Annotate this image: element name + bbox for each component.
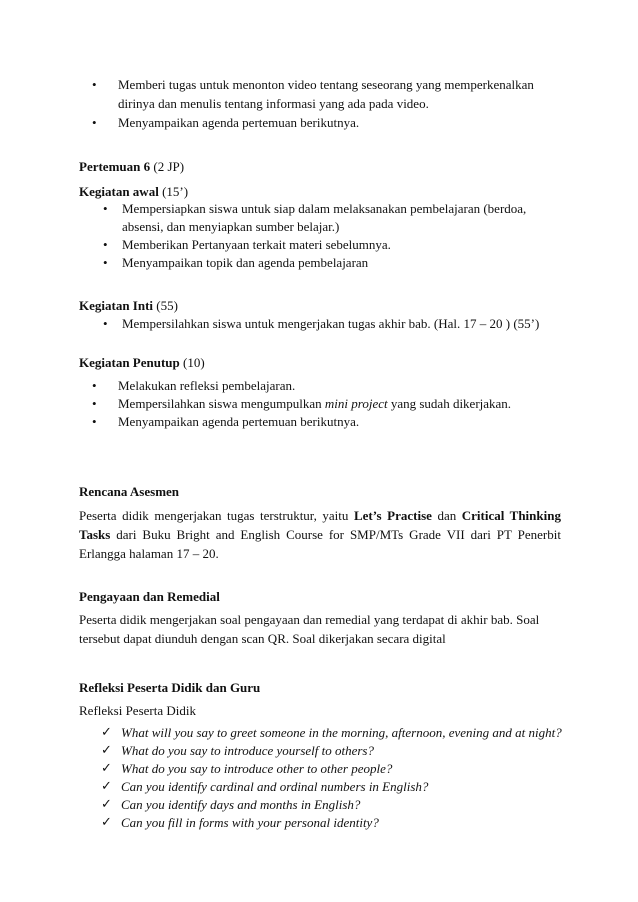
kegiatan-awal-title: Kegiatan awal — [79, 184, 159, 199]
mini-project-emphasis: mini project — [324, 396, 388, 411]
bullet-icon: • — [92, 396, 97, 411]
kegiatan-inti-suffix: (55) — [153, 298, 178, 313]
asesmen-l1-mid: dan — [431, 508, 462, 523]
kegiatan-penutup-bullet-2 — [118, 396, 511, 412]
checkmark-icon: ✓ — [101, 779, 112, 794]
refleksi-question-3: What do you say to introduce other to other people? — [121, 761, 393, 776]
kegiatan-penutup-heading — [79, 355, 205, 371]
critical-thinking-bold: Critical Thinking — [461, 508, 561, 523]
pengayaan-line-1: Peserta didik mengerjakan soal pengayaan dan remedial yang terdapat di akhir bab. Soal — [79, 612, 540, 627]
refleksi-question-1: What will you say to greet someone in the morning, afternoon, evening and at night? — [121, 725, 562, 740]
kegiatan-awal-bullet-1-line2: absensi, dan menyiapkan sumber belajar.) — [122, 219, 340, 234]
intro-bullet-2: Menyampaikan agenda pertemuan berikutnya. — [118, 115, 360, 130]
kegiatan-awal-bullet-2: Memberikan Pertanyaan terkait materi sebelumnya. — [122, 237, 391, 252]
pertemuan-suffix: (2 JP) — [150, 159, 185, 174]
kegiatan-inti-title: Kegiatan Inti — [79, 298, 154, 313]
refleksi-question-4: Can you identify cardinal and ordinal numbers in English? — [121, 779, 429, 794]
rencana-asesmen-paragraph — [79, 506, 561, 563]
pengayaan-line-2: tersebut dapat diunduh dengan scan QR. Soal dikerjakan secara digital — [79, 631, 446, 646]
bullet-icon: • — [92, 414, 97, 429]
refleksi-heading: Refleksi Peserta Didik dan Guru — [79, 680, 261, 695]
refleksi-subtitle: Refleksi Peserta Didik — [79, 703, 196, 718]
checkmark-icon: ✓ — [101, 743, 112, 758]
kegiatan-inti-heading — [79, 298, 178, 314]
pengayaan-heading: Pengayaan dan Remedial — [79, 589, 220, 604]
checkmark-icon: ✓ — [101, 797, 112, 812]
asesmen-line-2 — [79, 525, 561, 544]
intro-bullet-1-line2: dirinya dan menulis tentang informasi yang ada pada video. — [118, 96, 429, 111]
lets-practise-bold: Let’s Practise — [353, 508, 432, 523]
pertemuan-heading — [79, 159, 184, 175]
asesmen-l1-pre: Peserta didik mengerjakan tugas terstruktur, yaitu — [79, 508, 354, 523]
kegiatan-awal-suffix: (15’) — [158, 184, 189, 199]
refleksi-question-6: Can you fill in forms with your personal identity? — [121, 815, 379, 830]
kegiatan-penutup-suffix: (10) — [179, 355, 205, 370]
rencana-asesmen-heading: Rencana Asesmen — [79, 484, 180, 499]
refleksi-question-5: Can you identify days and months in English? — [121, 797, 361, 812]
kegiatan-penutup-title: Kegiatan Penutup — [79, 355, 180, 370]
bullet-icon: • — [92, 77, 97, 92]
bullet-icon: • — [103, 201, 108, 216]
tasks-bold: Tasks — [79, 527, 111, 542]
asesmen-line-1 — [79, 506, 561, 525]
checkmark-icon: ✓ — [101, 725, 112, 740]
bullet-icon: • — [92, 378, 97, 393]
kegiatan-awal-bullet-3: Menyampaikan topik dan agenda pembelajaran — [122, 255, 369, 270]
bullet-icon: • — [103, 237, 108, 252]
bullet-2-pre: Mempersilahkan siswa mengumpulkan — [118, 396, 325, 411]
kegiatan-penutup-bullet-1: Melakukan refleksi pembelajaran. — [118, 378, 296, 393]
asesmen-l2-post: dari Buku Bright and English Course for SMP/MTs Grade VII dari PT Penerbit — [110, 527, 561, 542]
kegiatan-penutup-bullet-3: Menyampaikan agenda pertemuan berikutnya. — [118, 414, 360, 429]
bullet-2-post: yang sudah dikerjakan. — [387, 396, 512, 411]
pertemuan-title: Pertemuan 6 — [79, 159, 151, 174]
bullet-icon: • — [103, 255, 108, 270]
checkmark-icon: ✓ — [101, 761, 112, 776]
asesmen-line-3: Erlangga halaman 17 – 20. — [79, 546, 219, 561]
bullet-icon: • — [103, 316, 108, 331]
kegiatan-inti-bullet-1: Mempersilahkan siswa untuk mengerjakan tugas akhir bab. (Hal. 17 – 20 ) (55’) — [122, 316, 540, 331]
kegiatan-awal-bullet-1-line1: Mempersiapkan siswa untuk siap dalam melaksanakan pembelajaran (berdoa, — [122, 201, 527, 216]
bullet-icon: • — [92, 115, 97, 130]
kegiatan-awal-heading — [79, 184, 188, 200]
checkmark-icon: ✓ — [101, 815, 112, 830]
intro-bullet-1-line1: Memberi tugas untuk menonton video tentang seseorang yang memperkenalkan — [118, 77, 534, 92]
refleksi-question-2: What do you say to introduce yourself to others? — [121, 743, 374, 758]
